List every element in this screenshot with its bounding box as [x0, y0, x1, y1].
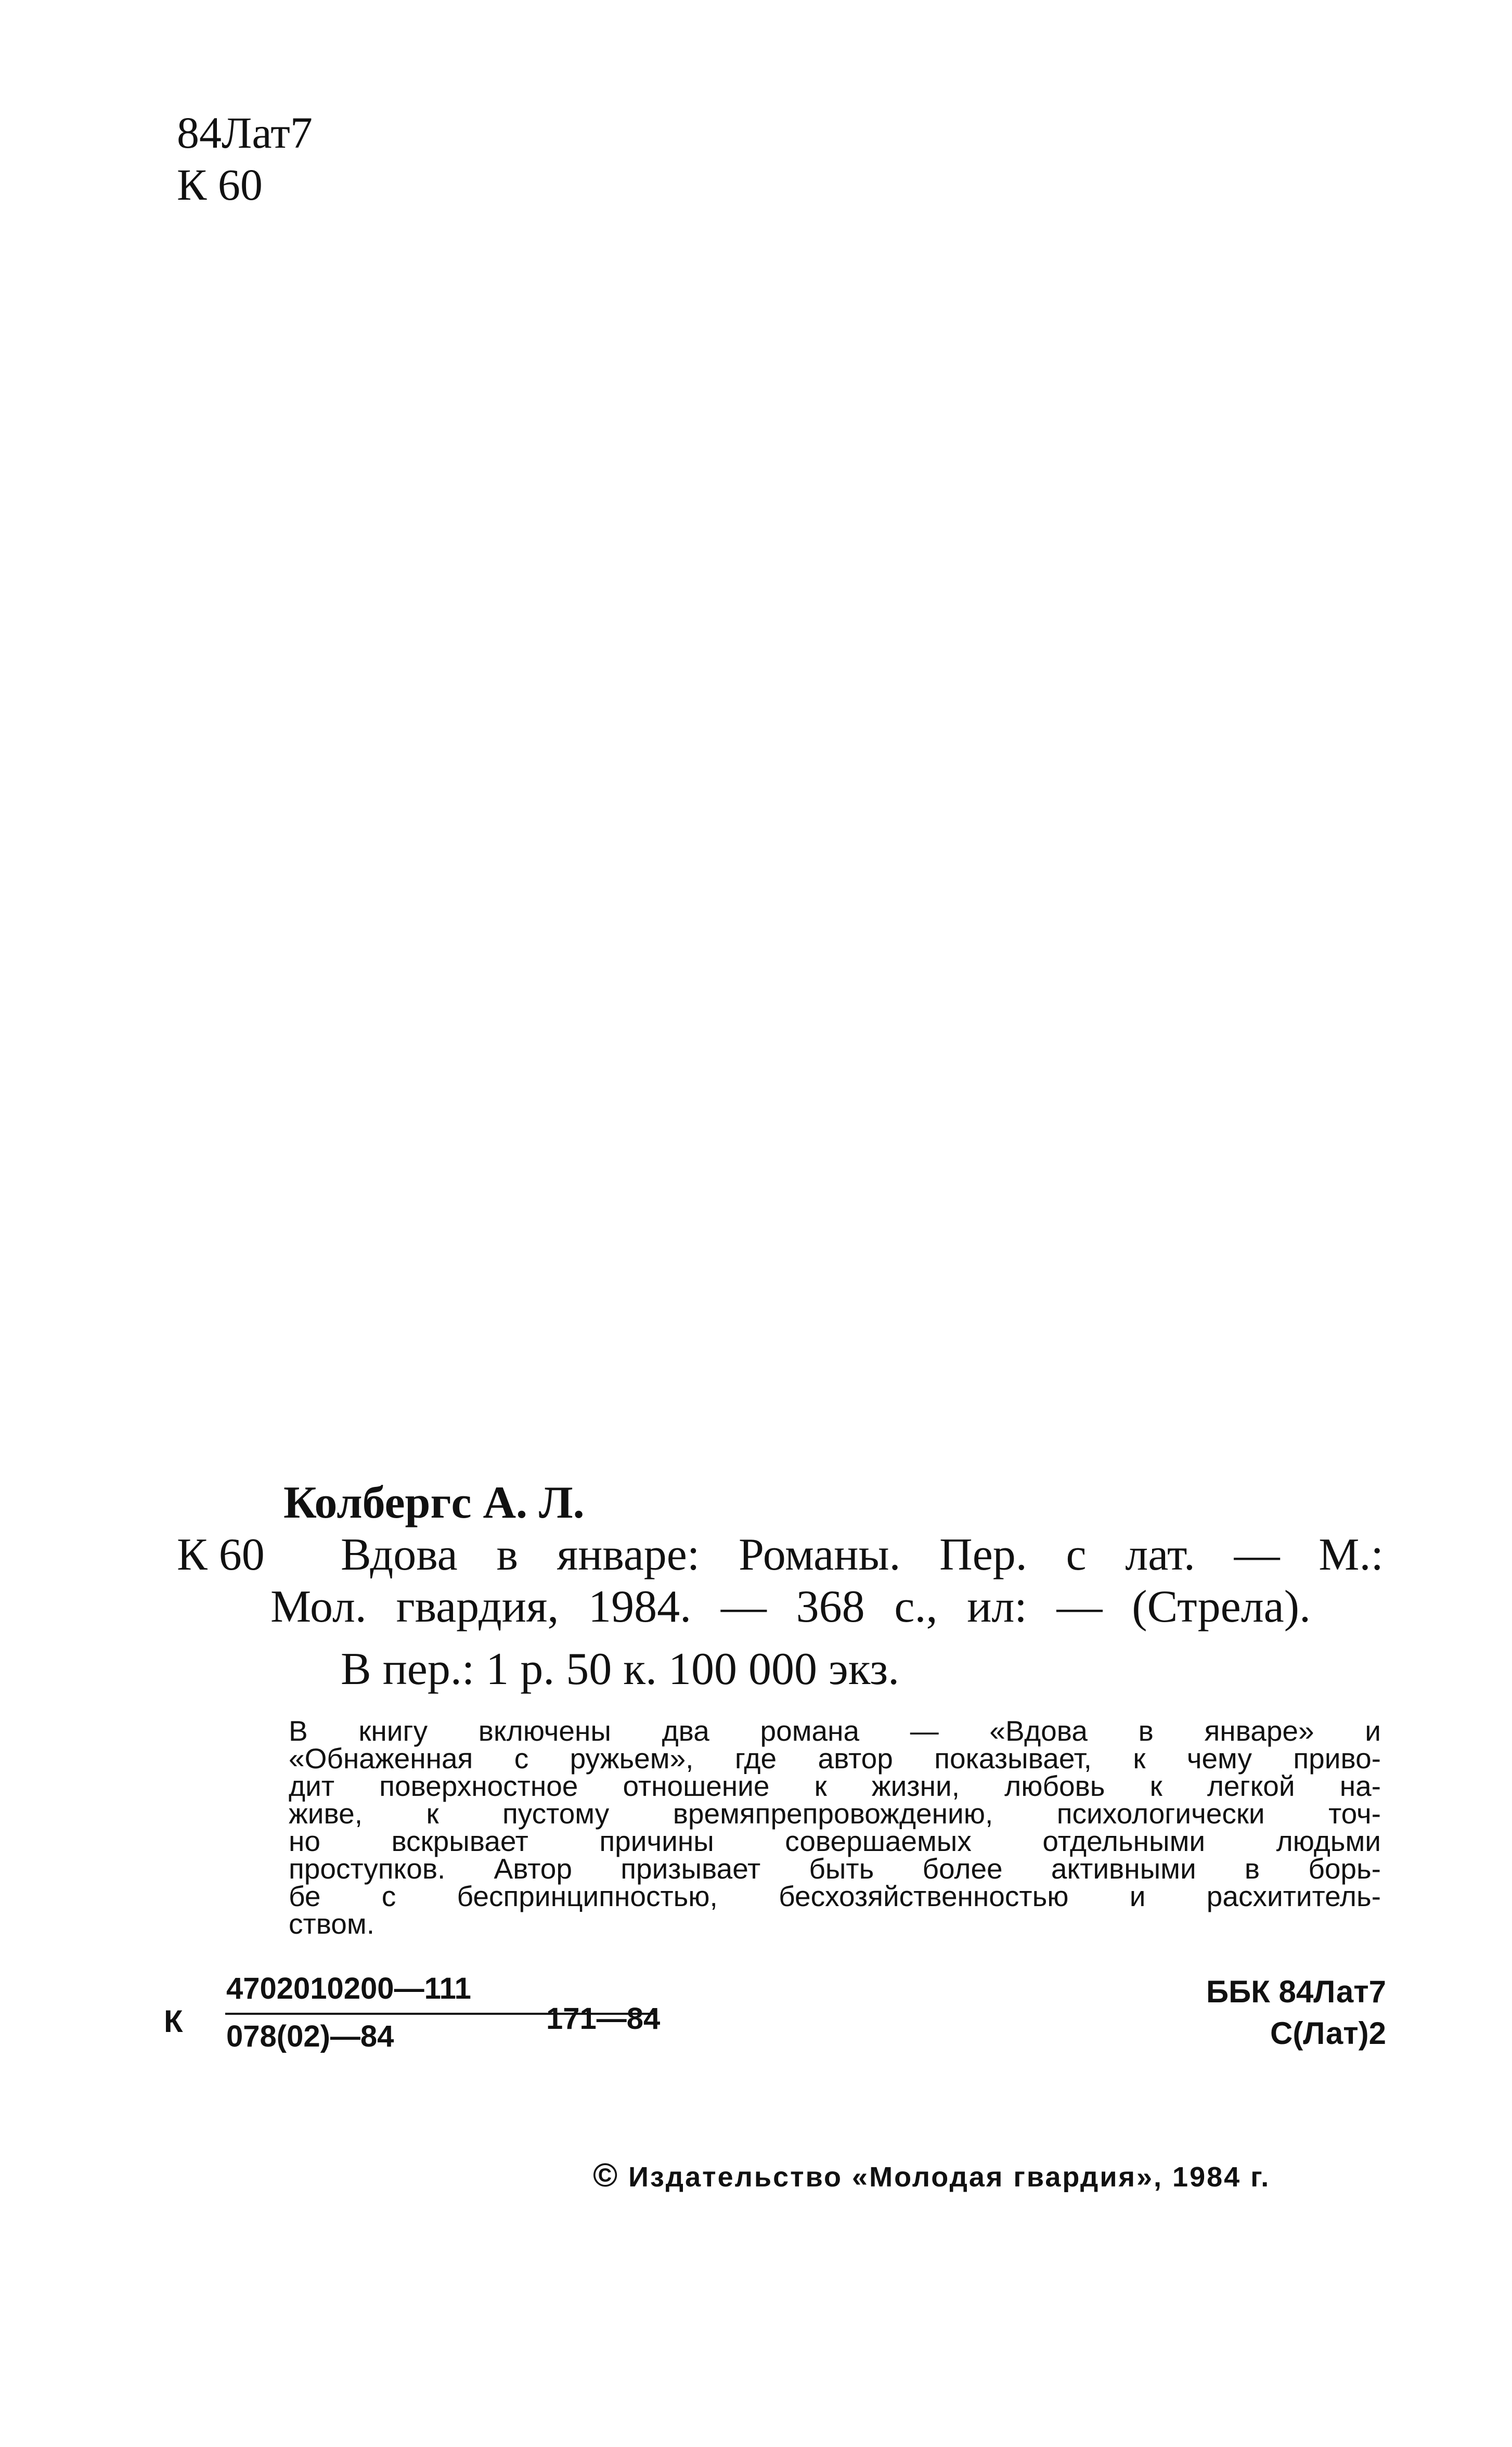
copyright-notice	[593, 2156, 1270, 2194]
index-middle-code: 171—84	[546, 2002, 661, 2036]
classification-code	[177, 107, 313, 211]
price-and-print-run: В пер.: 1 р. 50 к. 100 000 экз.	[341, 1644, 900, 1694]
copyright-icon: ©	[593, 2156, 619, 2194]
index-letter: К	[164, 2004, 183, 2039]
bbk-code	[1206, 1971, 1386, 2054]
book-annotation	[289, 1717, 1381, 1938]
annotation-line: но вскрывает причины совершаемых отдельными людьми	[289, 1825, 1381, 1857]
copyright-text: Издательство «Молодая гвардия», 1984 г.	[628, 2161, 1271, 2193]
classification-line-1: 84Лат7	[177, 108, 313, 158]
annotation-line: дит поверхностное отношение к жизни, любовь к легкой на-	[289, 1770, 1381, 1802]
index-denominator: 078(02)—84	[226, 2019, 394, 2053]
annotation-line: бе с беспринципностью, бесхозяйственностью и расхититель-	[289, 1880, 1381, 1912]
author-code: К 60	[177, 1530, 265, 1580]
classification-line-2: К 60	[177, 160, 263, 210]
annotation-line: ством.	[289, 1908, 374, 1940]
author-name: Колбергс А. Л.	[283, 1478, 585, 1528]
annotation-line: живе, к пустому времяпрепровождению, психологически точ-	[289, 1797, 1381, 1830]
bbk-line-1: ББК 84Лат7	[1206, 1974, 1386, 2009]
title-line-1: Вдова в январе: Романы. Пер. с лат. — М.:	[341, 1530, 1384, 1580]
annotation-line: проступков. Автор призывает быть более активными в борь-	[289, 1853, 1381, 1885]
index-numerator: 4702010200—111	[226, 1972, 471, 2005]
bbk-line-2: С(Лат)2	[1270, 2016, 1386, 2051]
title-line-2: Мол. гвардия, 1984. — 368 с., ил: — (Стрела).	[270, 1582, 1311, 1632]
annotation-line: «Обнаженная с ружьем», где автор показывает, к чему приво-	[289, 1742, 1381, 1775]
annotation-line: В книгу включены два романа — «Вдова в январе» и	[289, 1715, 1381, 1747]
catalog-index	[164, 1971, 1386, 2075]
